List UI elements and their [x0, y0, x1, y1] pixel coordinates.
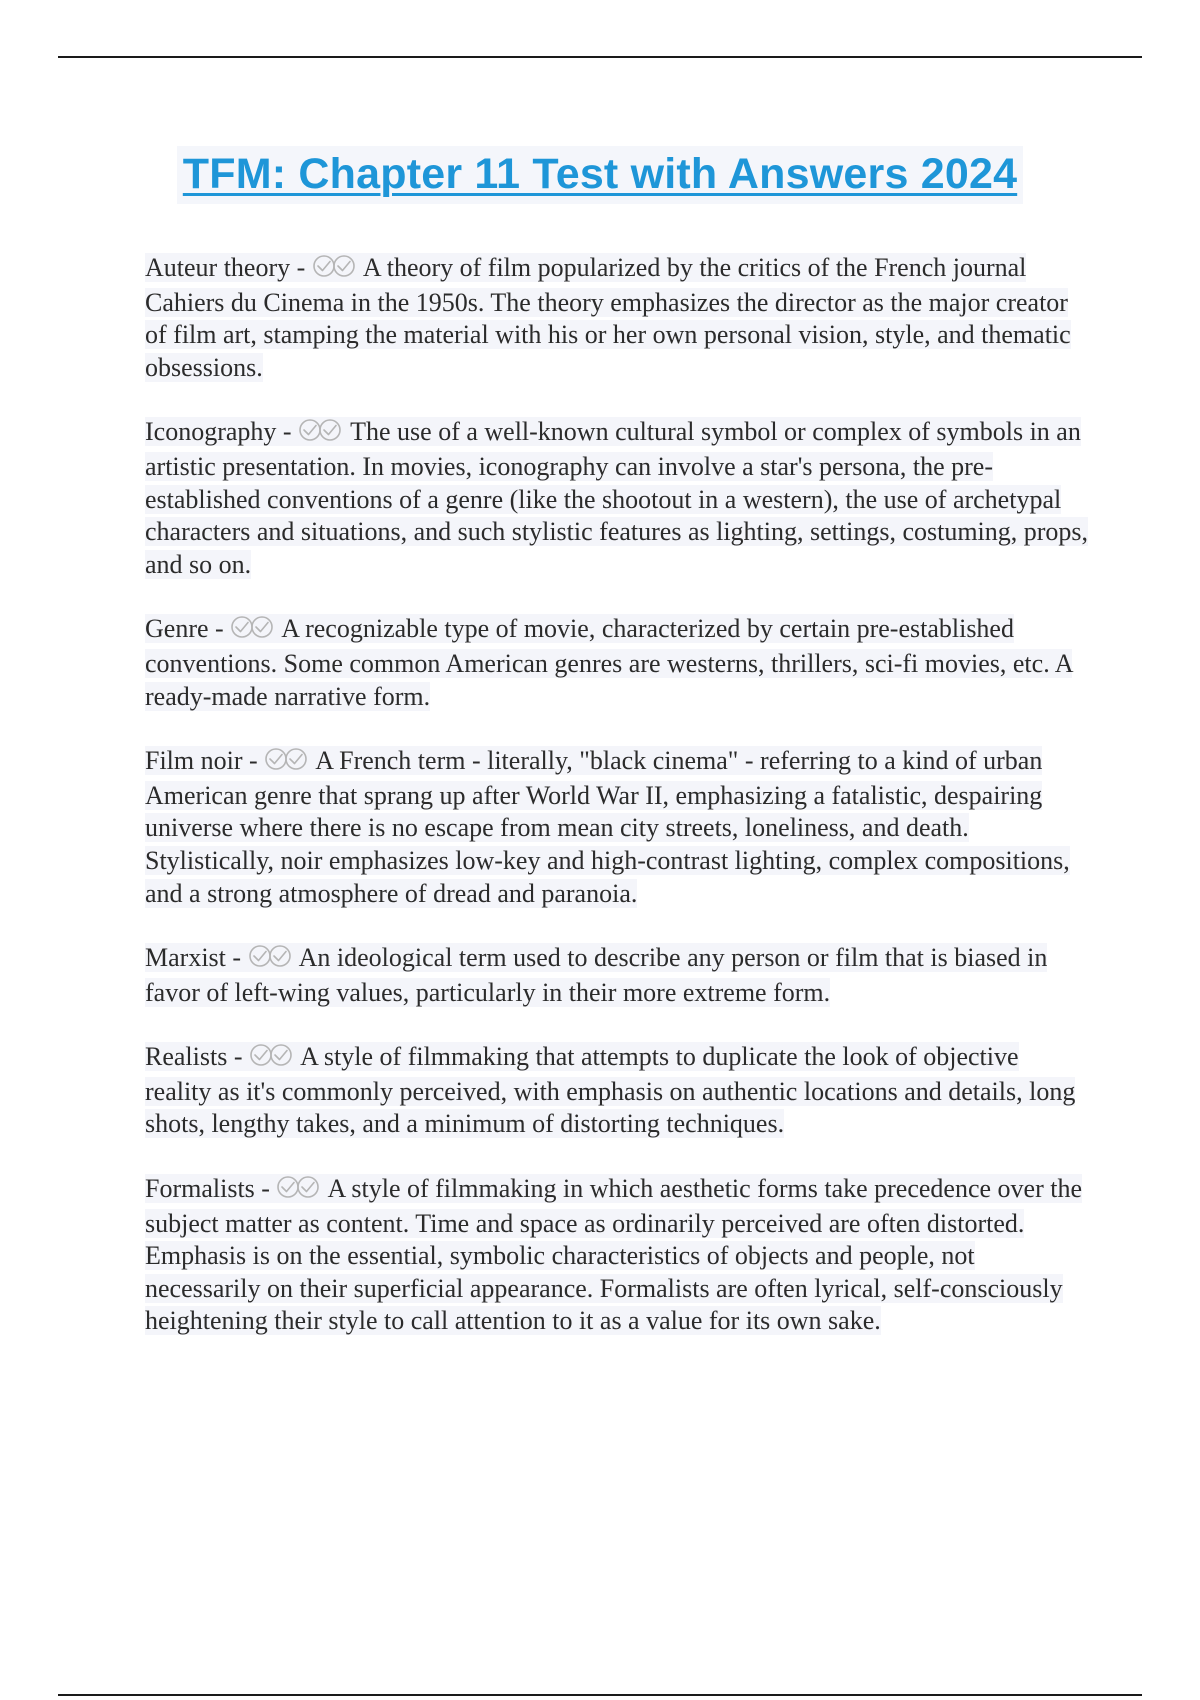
- entry-term: Film noir: [145, 746, 243, 776]
- entry-highlight: [145, 1042, 1075, 1138]
- entry-definition: A recognizable type of movie, characterized by certain pre-established conventions. Some common American genres are westerns, thrillers, sci-fi movies, etc. A ready-made narrative form.: [145, 614, 1073, 711]
- glossary-entry: [145, 252, 1090, 384]
- entry-term: Auteur theory: [145, 253, 291, 282]
- double-check-icon: [265, 747, 307, 780]
- double-check-icon: [249, 944, 291, 977]
- double-check-icon: [250, 1043, 292, 1076]
- entry-term: Genre: [145, 614, 209, 644]
- entries-list: [145, 252, 1090, 1370]
- glossary-entry: [145, 1041, 1090, 1141]
- page-title: TFM: Chapter 11 Test with Answers 2024: [177, 146, 1023, 204]
- top-rule: [58, 56, 1142, 58]
- entry-definition: An ideological term used to describe any person or film that is biased in favor of left-wing values, particularly in their more extreme form.: [145, 943, 1048, 1007]
- title-container: [0, 146, 1200, 204]
- term-separator: -: [254, 1174, 277, 1204]
- term-separator: -: [242, 746, 265, 776]
- glossary-entry: [145, 745, 1090, 910]
- entry-term: Marxist: [145, 943, 226, 973]
- term-separator: -: [227, 1042, 250, 1072]
- entry-definition: A style of filmmaking in which aesthetic forms take precedence over the subject matter as content. Time and space as ordinarily perceived are often distorted. Emphasis is on the essential, symbolic characteristics of objects and people, not necessarily on their superficial appearance. Formalists are often lyrical, self-consciously heightening their style to call attention to it as a value for its own sake.: [145, 1174, 1083, 1336]
- entry-highlight: [145, 1174, 1082, 1335]
- double-check-icon: [277, 1175, 319, 1208]
- entry-definition: The use of a well-known cultural symbol or complex of symbols in an artistic presentation. In movies, iconography can involve a star's persona, the pre-established conventions of a genre (like the shootout in a western), the use of archetypal characters and situations, and such stylistic features as lighting, settings, costuming, props, and so on.: [145, 417, 1089, 579]
- entry-term: Iconography: [145, 417, 277, 447]
- entry-term: Formalists: [145, 1174, 255, 1204]
- entry-highlight: [145, 417, 1088, 578]
- term-separator: -: [290, 253, 312, 282]
- glossary-entry: [145, 613, 1090, 713]
- entry-definition: A style of filmmaking that attempts to duplicate the look of objective reality as it's commonly perceived, with emphasis on authentic locations and details, long shots, lengthy takes, and a minimum of distorting techniques.: [145, 1042, 1076, 1139]
- term-separator: -: [208, 614, 231, 644]
- double-check-icon: [299, 418, 341, 451]
- bottom-rule: [58, 1694, 1142, 1696]
- entry-definition: A theory of film popularized by the critics of the French journal Cahiers du Cinema in the 1950s. The theory emphasizes the director as the major creator of film art, stamping the material with his or her own personal vision, style, and thematic obsessions.: [145, 253, 1071, 382]
- glossary-entry: [145, 1173, 1090, 1338]
- entry-highlight: [145, 253, 1071, 382]
- double-check-icon: [231, 615, 273, 648]
- double-check-icon: [313, 254, 355, 287]
- entry-highlight: [145, 614, 1072, 710]
- glossary-entry: [145, 416, 1090, 581]
- entry-highlight: [145, 746, 1070, 907]
- term-separator: -: [276, 417, 299, 447]
- term-separator: -: [225, 943, 248, 973]
- entry-highlight: [145, 943, 1047, 1007]
- entry-definition: A French term - literally, "black cinema" - referring to a kind of urban American genre that sprang up after World War II, emphasizing a fatalistic, despairing universe where there is no escape from mean city streets, loneliness, and death. Stylistically, noir emphasizes low-key and high-contrast lighting, complex compositions, and a strong atmosphere of dread and paranoia.: [145, 746, 1070, 908]
- glossary-entry: [145, 942, 1090, 1009]
- entry-term: Realists: [145, 1042, 228, 1072]
